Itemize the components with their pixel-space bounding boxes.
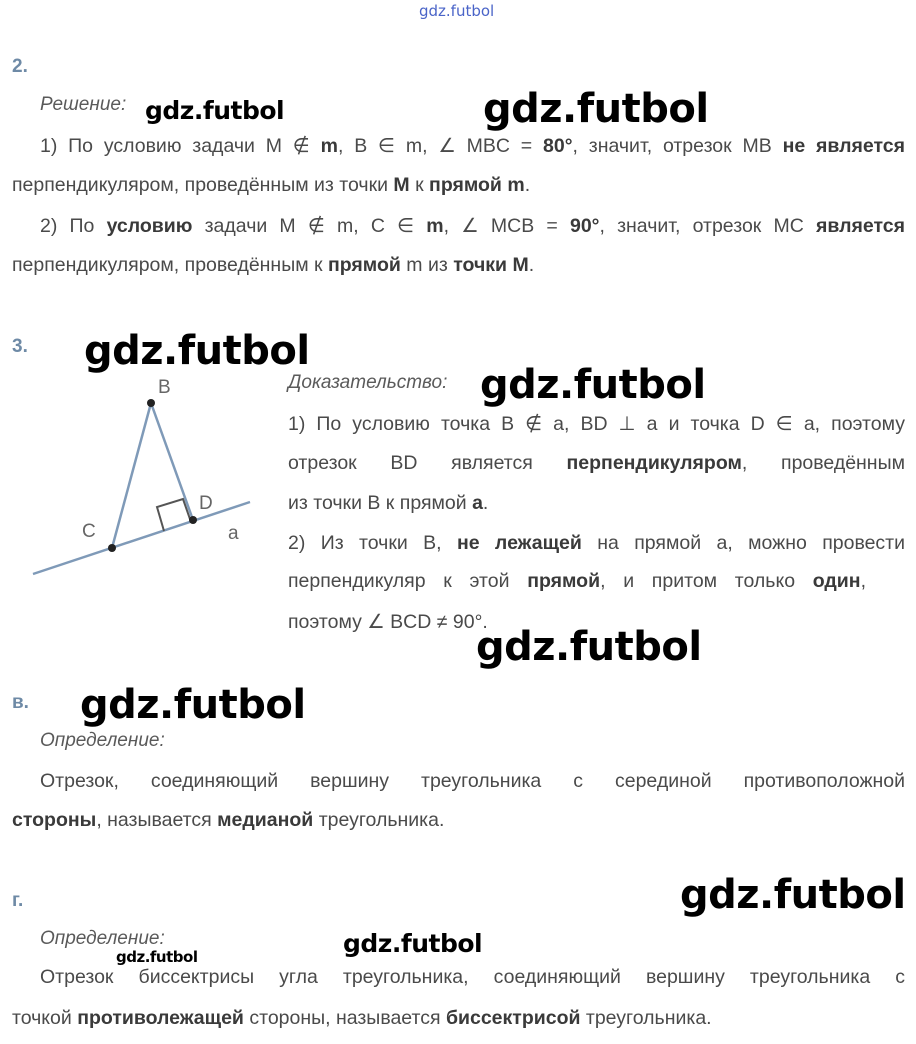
text-segment: перпендикуляром, проведённым к	[12, 254, 328, 276]
bold-text: прямой m	[429, 174, 525, 196]
text-segment: , ∠ MCB =	[443, 215, 570, 237]
text-segment: , называется	[96, 809, 218, 831]
point-d	[189, 516, 197, 524]
text-segment: из точки B к прямой	[288, 492, 473, 514]
task-3-line	[288, 492, 488, 515]
geometry-figure	[0, 360, 290, 600]
text-segment: 2) По	[40, 215, 107, 237]
text-segment: Отрезок биссектрисы угла треугольника, соединяющий вершину треугольника с	[40, 966, 905, 988]
point-c	[108, 544, 116, 552]
top-watermark: gdz.futbol	[419, 2, 495, 20]
text-segment: Отрезок, соединяющий вершину треугольника с серединой противоположной	[40, 770, 905, 792]
bold-text: стороны	[12, 809, 97, 831]
task-3-line	[288, 412, 905, 436]
label-d: D	[199, 493, 213, 514]
line-a	[33, 502, 250, 574]
text-segment: перпендикуляр к этой	[288, 570, 528, 592]
bold-text: не лежащей	[456, 532, 582, 554]
text-segment: перпендикуляром, проведённым из точки	[12, 174, 394, 196]
label-c: C	[82, 521, 96, 542]
bold-text: прямой	[328, 254, 401, 276]
bold-text: не является	[782, 135, 906, 157]
task-3-line	[288, 570, 866, 593]
text-segment: , B ∈ m, ∠ MBC =	[337, 135, 544, 157]
text-segment: .	[524, 174, 531, 196]
text-segment: .	[482, 492, 489, 514]
task-2-line	[12, 174, 530, 197]
task-3-label: Доказательство:	[288, 372, 448, 393]
watermark: gdz.futbol	[476, 624, 702, 670]
task-2-line	[12, 254, 534, 277]
task-v-line	[12, 809, 444, 832]
bold-text: прямой	[527, 570, 601, 592]
bold-text: m	[426, 215, 444, 237]
bold-text: является	[816, 215, 905, 237]
task-g-line	[40, 966, 905, 989]
text-segment: стороны, называется	[243, 1007, 446, 1029]
watermark: gdz.futbol	[145, 96, 285, 125]
watermark: gdz.futbol	[480, 362, 706, 408]
text-segment: поэтому ∠ BCD ≠ 90°.	[288, 611, 488, 633]
bold-text: медианой	[217, 809, 314, 831]
bold-text: m	[320, 135, 338, 157]
label-a: a	[228, 523, 239, 544]
text-segment: задачи M ∉ m, C ∈	[192, 215, 427, 237]
text-segment: , проведённым	[741, 452, 905, 474]
text-segment: , и притом только	[600, 570, 813, 592]
bold-text: перпендикуляром	[566, 452, 742, 474]
task-g-label: Определение:	[40, 928, 165, 949]
text-segment: m из	[400, 254, 454, 276]
task-3-line	[288, 452, 905, 475]
watermark: gdz.futbol	[84, 328, 310, 374]
text-segment: на прямой a, можно провести	[581, 532, 906, 554]
text-segment: треугольника.	[580, 1007, 712, 1029]
task-3-line	[288, 532, 905, 555]
watermark: gdz.futbol	[343, 929, 483, 958]
label-b: B	[158, 377, 171, 398]
task-2-number: 2.	[12, 56, 28, 77]
text-segment: отрезок BD является	[288, 452, 567, 474]
task-3-number: 3.	[12, 336, 28, 357]
watermark: gdz.futbol	[483, 86, 709, 132]
task-v-number: в.	[12, 692, 29, 713]
bold-text: противолежащей	[77, 1007, 244, 1029]
bold-text: биссектрисой	[445, 1007, 581, 1029]
task-2-label: Решение:	[40, 94, 127, 115]
bold-text: условию	[106, 215, 193, 237]
text-segment: .	[528, 254, 535, 276]
bold-text: точки M	[453, 254, 529, 276]
task-2-line	[40, 214, 905, 238]
text-segment: , значит, отрезок MC	[599, 215, 816, 237]
text-segment: ,	[860, 570, 866, 592]
point-b	[147, 399, 155, 407]
task-v-label: Определение:	[40, 730, 165, 751]
watermark: gdz.futbol	[116, 948, 198, 966]
task-2-line	[40, 134, 905, 158]
text-segment: к	[409, 174, 430, 196]
bold-text: a	[472, 492, 483, 514]
bold-text: 90°	[569, 215, 600, 237]
task-g-line	[12, 1007, 712, 1030]
text-segment: треугольника.	[313, 809, 445, 831]
text-segment: точкой	[12, 1007, 78, 1029]
text-segment: 2) Из точки B,	[288, 532, 457, 554]
task-g-number: г.	[12, 890, 24, 911]
text-segment: , значит, отрезок MB	[572, 135, 783, 157]
bold-text: M	[393, 174, 410, 196]
text-segment: 1) По условию задачи M ∉	[40, 135, 321, 157]
watermark: gdz.futbol	[680, 872, 906, 918]
task-v-line	[40, 770, 905, 793]
bold-text: 80°	[543, 135, 573, 157]
text-segment: 1) По условию точка B ∉ a, BD ⊥ a и точка D ∈ a, поэтому	[288, 413, 905, 435]
segment-cb	[112, 403, 151, 548]
task-3-line	[288, 610, 488, 634]
watermark: gdz.futbol	[80, 682, 306, 728]
bold-text: один	[812, 570, 861, 592]
